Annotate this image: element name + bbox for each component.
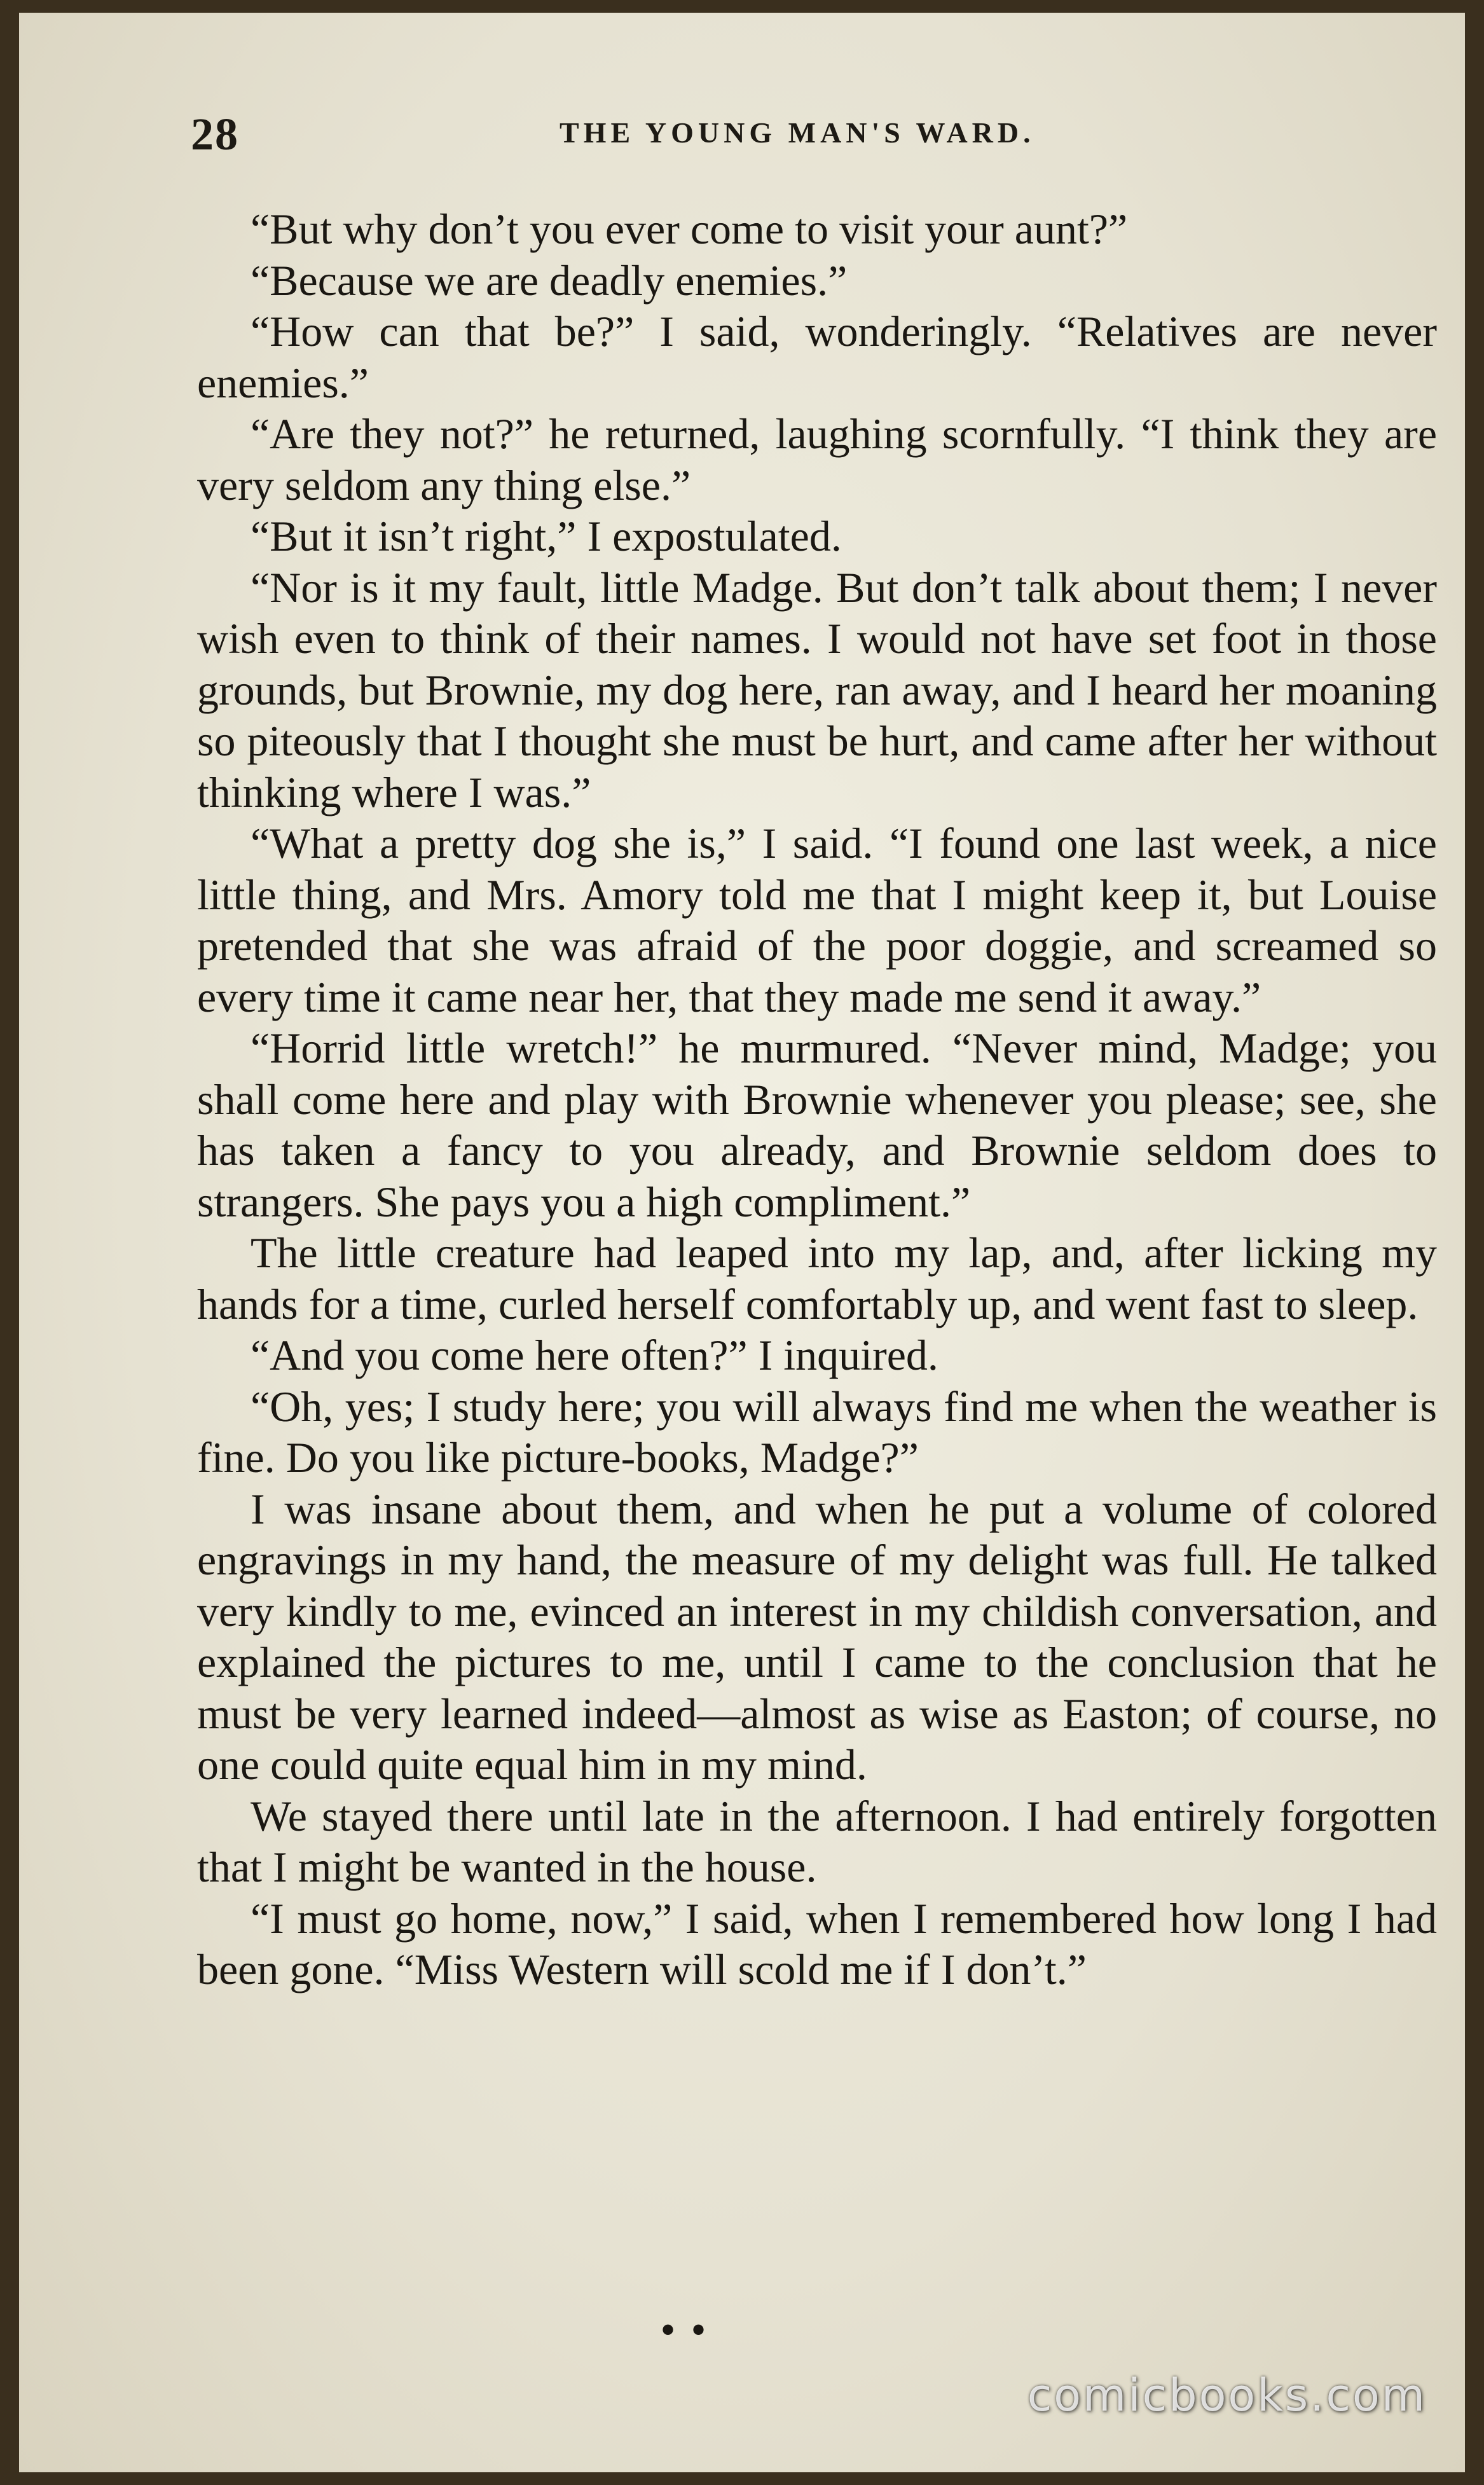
watermark: comicbooks.com bbox=[1027, 2369, 1427, 2421]
paragraph: “How can that be?” I said, wonderingly. “Relatives are never enemies.” bbox=[197, 307, 1437, 407]
book-page bbox=[19, 13, 1465, 2472]
paragraph: “Horrid little wretch!” he murmured. “Never mind, Madge; you shall come here and play with Brownie whenever you please; see, she has taken a fancy to you already, and Brownie seldom does to strangers. She pays you a high compliment.” bbox=[197, 1024, 1437, 1226]
paragraph: The little creature had leaped into my lap, and, after licking my hands for a time, curled herself comfortably up, and went fast to sleep. bbox=[197, 1229, 1437, 1328]
paragraph: “Oh, yes; I study here; you will always find me when the weather is fine. Do you like picture-books, Madge?” bbox=[197, 1382, 1437, 1482]
paragraph: “I must go home, now,” I said, when I remembered how long I had been gone. “Miss Western will scold me if I don’t.” bbox=[197, 1894, 1437, 1993]
paragraph: We stayed there until late in the afternoon. I had entirely forgotten that I might be wanted in the house. bbox=[197, 1791, 1437, 1891]
paragraph: “And you come here often?” I inquired. bbox=[251, 1331, 938, 1379]
paragraph: “But why don’t you ever come to visit your aunt?” bbox=[251, 205, 1128, 253]
paragraph: “Are they not?” he returned, laughing scornfully. “I think they are very seldom any thing else.” bbox=[197, 410, 1437, 509]
footer-mark: • • bbox=[661, 2309, 710, 2351]
page-number: 28 bbox=[191, 109, 239, 160]
paragraph: “Because we are deadly enemies.” bbox=[251, 256, 848, 305]
body-text bbox=[197, 203, 1437, 1995]
paragraph: “But it isn’t right,” I expostulated. bbox=[251, 512, 842, 560]
paragraph: “Nor is it my fault, little Madge. But don’t talk about them; I never wish even to think of their names. I would not have set foot in those grounds, but Brownie, my dog here, ran away, and I heard her moaning so piteously that I thought she must be hurt, and came after her without thinking where I was.” bbox=[197, 563, 1437, 816]
paragraph: I was insane about them, and when he put a volume of colored engravings in my hand, the measure of my delight was full. He talked very kindly to me, evinced an interest in my childish conversation, and explained the pictures to me, until I came to the conclusion that he must be very learned indeed—almost as wise as Easton; of course, no one could quite equal him in my mind. bbox=[197, 1484, 1437, 1789]
running-head: THE YOUNG MAN'S WARD. bbox=[560, 116, 1035, 149]
page-header bbox=[191, 108, 1437, 165]
paragraph: “What a pretty dog she is,” I said. “I found one last week, a nice little thing, and Mrs. Amory told me that I might keep it, but Louise pretended that she was afraid of the poor doggie, and screamed so every time it came near her, that they made me send it away.” bbox=[197, 819, 1437, 1021]
